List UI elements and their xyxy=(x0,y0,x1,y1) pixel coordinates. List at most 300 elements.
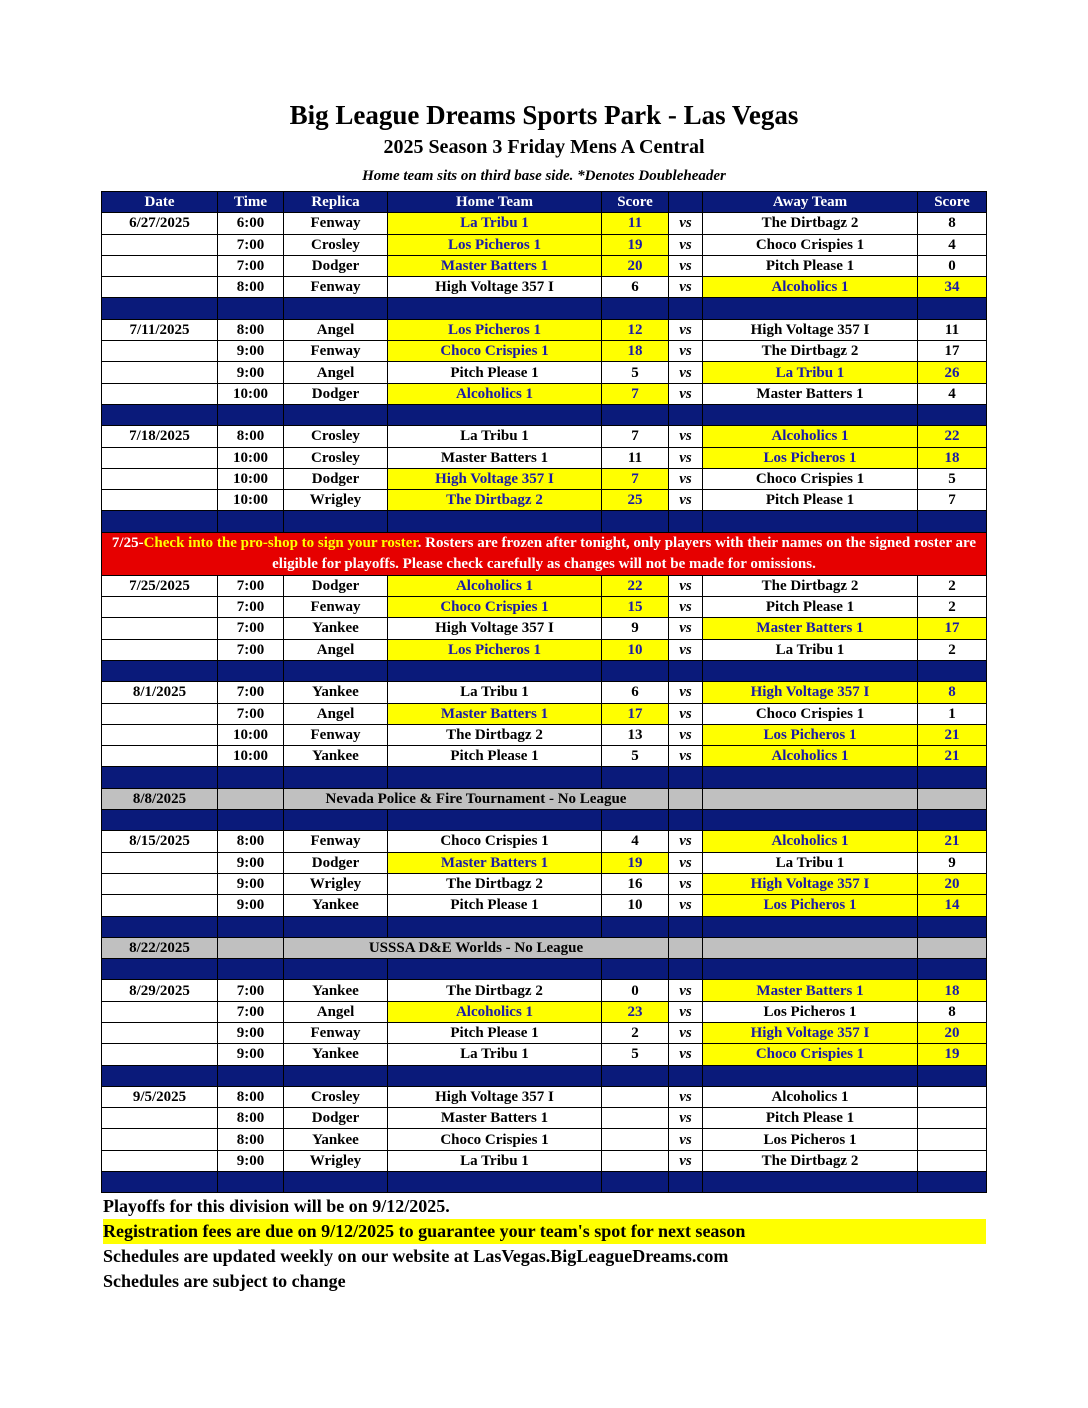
away-team-cell: La Tribu 1 xyxy=(703,852,918,873)
home-score-cell: 5 xyxy=(602,746,669,767)
away-team-cell: Master Batters 1 xyxy=(703,383,918,404)
game-row xyxy=(102,639,987,660)
replica-cell: Wrigley xyxy=(284,1150,388,1171)
separator-cell xyxy=(703,810,918,831)
separator-cell xyxy=(918,298,987,319)
away-team-cell: Pitch Please 1 xyxy=(703,597,918,618)
separator-cell xyxy=(218,660,284,681)
away-team-cell: Los Picheros 1 xyxy=(703,895,918,916)
away-team-cell: Los Picheros 1 xyxy=(703,1129,918,1150)
separator-cell xyxy=(102,404,218,425)
separator-cell xyxy=(602,660,669,681)
away-score-cell: 19 xyxy=(918,1044,987,1065)
time-cell: 6:00 xyxy=(218,213,284,234)
away-team-cell: Alcoholics 1 xyxy=(703,831,918,852)
separator-cell xyxy=(388,959,602,980)
page-title: Big League Dreams Sports Park - Las Vegas xyxy=(289,100,799,130)
separator-cell xyxy=(703,298,918,319)
away-score-cell: 20 xyxy=(918,873,987,894)
away-team-cell xyxy=(703,937,918,958)
separator-cell xyxy=(388,298,602,319)
away-score-cell: 2 xyxy=(918,597,987,618)
separator-cell xyxy=(918,1172,987,1193)
home-score-cell: 23 xyxy=(602,1001,669,1022)
game-row xyxy=(102,1001,987,1022)
time-cell: 7:00 xyxy=(218,234,284,255)
separator-cell xyxy=(602,959,669,980)
separator-cell xyxy=(703,660,918,681)
vs-cell: vs xyxy=(669,255,703,276)
game-row xyxy=(102,319,987,340)
replica-cell: Crosley xyxy=(284,426,388,447)
separator-cell xyxy=(218,404,284,425)
separator-cell xyxy=(102,810,218,831)
separator-cell xyxy=(602,511,669,532)
col-away-team: Away Team xyxy=(703,192,918,213)
vs-cell: vs xyxy=(669,831,703,852)
date-cell xyxy=(102,639,218,660)
replica-cell: Wrigley xyxy=(284,490,388,511)
home-team-cell: Los Picheros 1 xyxy=(388,639,602,660)
col-away-score: Score xyxy=(918,192,987,213)
home-team-cell: La Tribu 1 xyxy=(388,1150,602,1171)
away-score-cell: 0 xyxy=(918,255,987,276)
home-team-cell: The Dirtbagz 2 xyxy=(388,980,602,1001)
replica-cell: Yankee xyxy=(284,895,388,916)
away-team-cell: Choco Crispies 1 xyxy=(703,1044,918,1065)
home-team-cell: La Tribu 1 xyxy=(388,682,602,703)
home-score-cell xyxy=(602,1108,669,1129)
separator-cell xyxy=(703,767,918,788)
replica-cell: Crosley xyxy=(284,447,388,468)
separator-cell xyxy=(703,1065,918,1086)
separator-cell xyxy=(388,660,602,681)
home-team-cell: Pitch Please 1 xyxy=(388,895,602,916)
game-row xyxy=(102,1108,987,1129)
away-team-cell: Alcoholics 1 xyxy=(703,746,918,767)
away-score-cell: 8 xyxy=(918,1001,987,1022)
separator-cell xyxy=(669,959,703,980)
home-team-cell: Master Batters 1 xyxy=(388,703,602,724)
away-score-cell xyxy=(918,1129,987,1150)
game-row xyxy=(102,1044,987,1065)
home-team-cell: Master Batters 1 xyxy=(388,447,602,468)
replica-cell: Yankee xyxy=(284,682,388,703)
separator-cell xyxy=(918,767,987,788)
separator-cell xyxy=(284,916,388,937)
away-team-cell: The Dirtbagz 2 xyxy=(703,1150,918,1171)
vs-cell: vs xyxy=(669,1086,703,1107)
replica-cell: Angel xyxy=(284,639,388,660)
away-team-cell: Los Picheros 1 xyxy=(703,724,918,745)
time-cell: 8:00 xyxy=(218,831,284,852)
away-team-cell: La Tribu 1 xyxy=(703,362,918,383)
away-score-cell: 1 xyxy=(918,703,987,724)
game-row xyxy=(102,362,987,383)
separator-cell xyxy=(284,1172,388,1193)
time-cell: 9:00 xyxy=(218,1022,284,1043)
time-cell: 7:00 xyxy=(218,703,284,724)
away-score-cell xyxy=(918,937,987,958)
separator-cell xyxy=(218,1065,284,1086)
replica-cell: Fenway xyxy=(284,1022,388,1043)
time-cell: 10:00 xyxy=(218,724,284,745)
game-row xyxy=(102,1129,987,1150)
game-row xyxy=(102,831,987,852)
time-cell: 9:00 xyxy=(218,1044,284,1065)
home-team-cell: Alcoholics 1 xyxy=(388,575,602,596)
away-team-cell: Pitch Please 1 xyxy=(703,255,918,276)
vs-cell: vs xyxy=(669,895,703,916)
vs-cell: vs xyxy=(669,746,703,767)
separator-cell xyxy=(669,298,703,319)
away-team-cell: The Dirtbagz 2 xyxy=(703,213,918,234)
away-team-cell: Master Batters 1 xyxy=(703,980,918,1001)
time-cell: 10:00 xyxy=(218,746,284,767)
away-score-cell: 17 xyxy=(918,618,987,639)
time-cell: 7:00 xyxy=(218,255,284,276)
away-team-cell: Pitch Please 1 xyxy=(703,1108,918,1129)
replica-cell: Fenway xyxy=(284,724,388,745)
replica-cell: Angel xyxy=(284,703,388,724)
separator-cell xyxy=(218,1172,284,1193)
registration-note: Registration fees are due on 9/12/2025 to guarantee your team's spot for next season xyxy=(103,1219,986,1244)
away-score-cell: 5 xyxy=(918,468,987,489)
vs-cell: vs xyxy=(669,447,703,468)
away-score-cell: 2 xyxy=(918,639,987,660)
time-cell: 8:00 xyxy=(218,277,284,298)
game-row xyxy=(102,426,987,447)
schedule-table xyxy=(101,191,987,1193)
home-team-cell: Alcoholics 1 xyxy=(388,383,602,404)
away-score-cell: 18 xyxy=(918,980,987,1001)
time-cell: 9:00 xyxy=(218,362,284,383)
separator-cell xyxy=(102,660,218,681)
week-separator xyxy=(102,660,987,681)
separator-cell xyxy=(669,916,703,937)
home-score-cell: 5 xyxy=(602,362,669,383)
separator-cell xyxy=(703,916,918,937)
subject-note: Schedules are subject to change xyxy=(103,1271,346,1291)
vs-cell: vs xyxy=(669,1044,703,1065)
away-score-cell: 34 xyxy=(918,277,987,298)
separator-cell xyxy=(388,767,602,788)
separator-cell xyxy=(102,767,218,788)
date-cell: 8/29/2025 xyxy=(102,980,218,1001)
game-row xyxy=(102,895,987,916)
time-cell: 9:00 xyxy=(218,895,284,916)
away-team-cell: Alcoholics 1 xyxy=(703,277,918,298)
away-team-cell: Los Picheros 1 xyxy=(703,1001,918,1022)
separator-cell xyxy=(602,916,669,937)
game-row xyxy=(102,618,987,639)
game-row xyxy=(102,447,987,468)
week-separator xyxy=(102,511,987,532)
col-vs xyxy=(669,192,703,213)
vs-cell: vs xyxy=(669,618,703,639)
separator-cell xyxy=(703,1172,918,1193)
replica-cell: Dodger xyxy=(284,383,388,404)
separator-cell xyxy=(602,404,669,425)
home-team-cell: La Tribu 1 xyxy=(388,426,602,447)
replica-cell: Crosley xyxy=(284,234,388,255)
home-score-cell: 2 xyxy=(602,1022,669,1043)
vs-cell: vs xyxy=(669,426,703,447)
game-row xyxy=(102,597,987,618)
vs-cell: vs xyxy=(669,724,703,745)
replica-cell: Fenway xyxy=(284,597,388,618)
home-score-cell: 5 xyxy=(602,1044,669,1065)
time-cell: 10:00 xyxy=(218,490,284,511)
replica-cell: Angel xyxy=(284,1001,388,1022)
time-cell: 8:00 xyxy=(218,1108,284,1129)
replica-cell: Yankee xyxy=(284,1129,388,1150)
home-score-cell: 20 xyxy=(602,255,669,276)
separator-cell xyxy=(218,959,284,980)
game-row xyxy=(102,468,987,489)
away-score-cell: 21 xyxy=(918,724,987,745)
time-cell: 10:00 xyxy=(218,447,284,468)
date-cell xyxy=(102,383,218,404)
game-row xyxy=(102,1150,987,1171)
away-score-cell: 18 xyxy=(918,447,987,468)
game-row xyxy=(102,1086,987,1107)
away-score-cell: 20 xyxy=(918,1022,987,1043)
away-team-cell: The Dirtbagz 2 xyxy=(703,575,918,596)
home-score-cell: 19 xyxy=(602,234,669,255)
home-team-cell: Pitch Please 1 xyxy=(388,1022,602,1043)
no-league-label: Nevada Police & Fire Tournament - No League xyxy=(284,788,669,809)
home-team-cell: Alcoholics 1 xyxy=(388,1001,602,1022)
game-row xyxy=(102,383,987,404)
date-cell: 7/11/2025 xyxy=(102,319,218,340)
separator-cell xyxy=(388,1065,602,1086)
week-separator xyxy=(102,767,987,788)
away-team-cell: Choco Crispies 1 xyxy=(703,468,918,489)
separator-cell xyxy=(388,916,602,937)
date-cell xyxy=(102,341,218,362)
separator-cell xyxy=(218,810,284,831)
vs-cell: vs xyxy=(669,362,703,383)
home-score-cell: 6 xyxy=(602,277,669,298)
away-score-cell: 26 xyxy=(918,362,987,383)
home-score-cell: 17 xyxy=(602,703,669,724)
separator-cell xyxy=(284,959,388,980)
separator-cell xyxy=(388,810,602,831)
home-team-cell: Master Batters 1 xyxy=(388,1108,602,1129)
home-team-cell: High Voltage 357 I xyxy=(388,277,602,298)
home-score-cell: 9 xyxy=(602,618,669,639)
home-team-cell: Choco Crispies 1 xyxy=(388,831,602,852)
away-score-cell: 7 xyxy=(918,490,987,511)
game-row xyxy=(102,277,987,298)
vs-cell: vs xyxy=(669,980,703,1001)
game-row xyxy=(102,980,987,1001)
date-cell xyxy=(102,597,218,618)
separator-cell xyxy=(388,511,602,532)
game-row xyxy=(102,682,987,703)
game-row xyxy=(102,1022,987,1043)
separator-cell xyxy=(218,298,284,319)
separator-cell xyxy=(703,511,918,532)
home-team-cell: The Dirtbagz 2 xyxy=(388,873,602,894)
date-cell xyxy=(102,1001,218,1022)
separator-cell xyxy=(102,916,218,937)
vs-cell: vs xyxy=(669,468,703,489)
col-replica: Replica xyxy=(284,192,388,213)
vs-cell xyxy=(669,788,703,809)
home-team-cell: The Dirtbagz 2 xyxy=(388,724,602,745)
vs-cell: vs xyxy=(669,1001,703,1022)
separator-cell xyxy=(918,959,987,980)
replica-cell: Dodger xyxy=(284,852,388,873)
separator-cell xyxy=(284,810,388,831)
home-score-cell: 25 xyxy=(602,490,669,511)
home-score-cell: 19 xyxy=(602,852,669,873)
time-cell: 8:00 xyxy=(218,426,284,447)
home-score-cell: 7 xyxy=(602,468,669,489)
home-team-cell: Choco Crispies 1 xyxy=(388,1129,602,1150)
home-team-cell: High Voltage 357 I xyxy=(388,468,602,489)
time-cell: 8:00 xyxy=(218,319,284,340)
replica-cell: Yankee xyxy=(284,618,388,639)
game-row xyxy=(102,341,987,362)
no-league-row xyxy=(102,788,987,809)
separator-cell xyxy=(703,959,918,980)
away-team-cell: High Voltage 357 I xyxy=(703,1022,918,1043)
away-score-cell: 17 xyxy=(918,341,987,362)
time-cell: 10:00 xyxy=(218,383,284,404)
schedule-note: Home team sits on third base side. *Denotes Doubleheader xyxy=(362,168,726,184)
notice-text: . Rosters are frozen after tonight, only players with their names on the signed roster are eligible for playoffs. Please check carefully as changes will not be made for omissions. xyxy=(272,534,977,572)
away-score-cell: 4 xyxy=(918,383,987,404)
game-row xyxy=(102,852,987,873)
home-score-cell: 6 xyxy=(602,682,669,703)
week-separator xyxy=(102,404,987,425)
away-score-cell: 9 xyxy=(918,852,987,873)
date-cell xyxy=(102,255,218,276)
date-cell xyxy=(102,1150,218,1171)
vs-cell: vs xyxy=(669,1129,703,1150)
page-subtitle: 2025 Season 3 Friday Mens A Central xyxy=(383,136,705,158)
replica-cell: Dodger xyxy=(284,468,388,489)
replica-cell: Fenway xyxy=(284,341,388,362)
separator-cell xyxy=(918,916,987,937)
time-cell: 7:00 xyxy=(218,639,284,660)
replica-cell: Yankee xyxy=(284,1044,388,1065)
home-score-cell: 0 xyxy=(602,980,669,1001)
vs-cell: vs xyxy=(669,277,703,298)
week-separator xyxy=(102,298,987,319)
away-score-cell xyxy=(918,1150,987,1171)
home-team-cell: Los Picheros 1 xyxy=(388,234,602,255)
separator-cell xyxy=(669,810,703,831)
separator-cell xyxy=(388,1172,602,1193)
week-separator xyxy=(102,810,987,831)
home-score-cell: 12 xyxy=(602,319,669,340)
away-score-cell: 14 xyxy=(918,895,987,916)
website-note: Schedules are updated weekly on our website at LasVegas.BigLeagueDreams.com xyxy=(103,1246,729,1266)
vs-cell: vs xyxy=(669,1150,703,1171)
replica-cell: Yankee xyxy=(284,980,388,1001)
date-cell xyxy=(102,724,218,745)
game-row xyxy=(102,213,987,234)
time-cell: 8:00 xyxy=(218,1129,284,1150)
date-cell xyxy=(102,746,218,767)
away-team-cell: High Voltage 357 I xyxy=(703,319,918,340)
date-cell xyxy=(102,852,218,873)
home-score-cell xyxy=(602,1150,669,1171)
separator-cell xyxy=(218,767,284,788)
away-score-cell xyxy=(918,1108,987,1129)
vs-cell: vs xyxy=(669,1108,703,1129)
col-home-score: Score xyxy=(602,192,669,213)
date-cell xyxy=(102,234,218,255)
away-score-cell: 4 xyxy=(918,234,987,255)
home-team-cell: Choco Crispies 1 xyxy=(388,341,602,362)
replica-cell: Dodger xyxy=(284,255,388,276)
vs-cell: vs xyxy=(669,234,703,255)
separator-cell xyxy=(602,1065,669,1086)
time-cell: 9:00 xyxy=(218,852,284,873)
time-cell xyxy=(218,788,284,809)
date-cell xyxy=(102,1044,218,1065)
separator-cell xyxy=(284,298,388,319)
separator-cell xyxy=(284,767,388,788)
date-cell xyxy=(102,468,218,489)
separator-cell xyxy=(602,767,669,788)
col-date: Date xyxy=(102,192,218,213)
away-score-cell: 8 xyxy=(918,682,987,703)
vs-cell: vs xyxy=(669,341,703,362)
playoffs-note: Playoffs for this division will be on 9/12/2025. xyxy=(103,1196,450,1216)
separator-cell xyxy=(669,404,703,425)
vs-cell: vs xyxy=(669,682,703,703)
date-cell: 8/8/2025 xyxy=(102,788,218,809)
time-cell: 10:00 xyxy=(218,468,284,489)
game-row xyxy=(102,703,987,724)
home-score-cell: 11 xyxy=(602,447,669,468)
away-team-cell: High Voltage 357 I xyxy=(703,682,918,703)
home-score-cell: 7 xyxy=(602,426,669,447)
away-score-cell: 21 xyxy=(918,746,987,767)
separator-cell xyxy=(918,810,987,831)
away-team-cell: The Dirtbagz 2 xyxy=(703,341,918,362)
separator-cell xyxy=(918,660,987,681)
replica-cell: Angel xyxy=(284,362,388,383)
separator-cell xyxy=(918,404,987,425)
replica-cell: Dodger xyxy=(284,1108,388,1129)
home-team-cell: High Voltage 357 I xyxy=(388,1086,602,1107)
game-row xyxy=(102,490,987,511)
home-score-cell: 13 xyxy=(602,724,669,745)
away-team-cell: Alcoholics 1 xyxy=(703,426,918,447)
home-score-cell: 11 xyxy=(602,213,669,234)
separator-cell xyxy=(102,959,218,980)
time-cell: 7:00 xyxy=(218,618,284,639)
date-cell xyxy=(102,490,218,511)
date-cell: 7/25/2025 xyxy=(102,575,218,596)
away-score-cell: 8 xyxy=(918,213,987,234)
separator-cell xyxy=(284,660,388,681)
vs-cell: vs xyxy=(669,703,703,724)
date-cell: 9/5/2025 xyxy=(102,1086,218,1107)
time-cell: 9:00 xyxy=(218,341,284,362)
away-team-cell: Pitch Please 1 xyxy=(703,490,918,511)
away-score-cell: 2 xyxy=(918,575,987,596)
away-score-cell xyxy=(918,788,987,809)
home-team-cell: Los Picheros 1 xyxy=(388,319,602,340)
